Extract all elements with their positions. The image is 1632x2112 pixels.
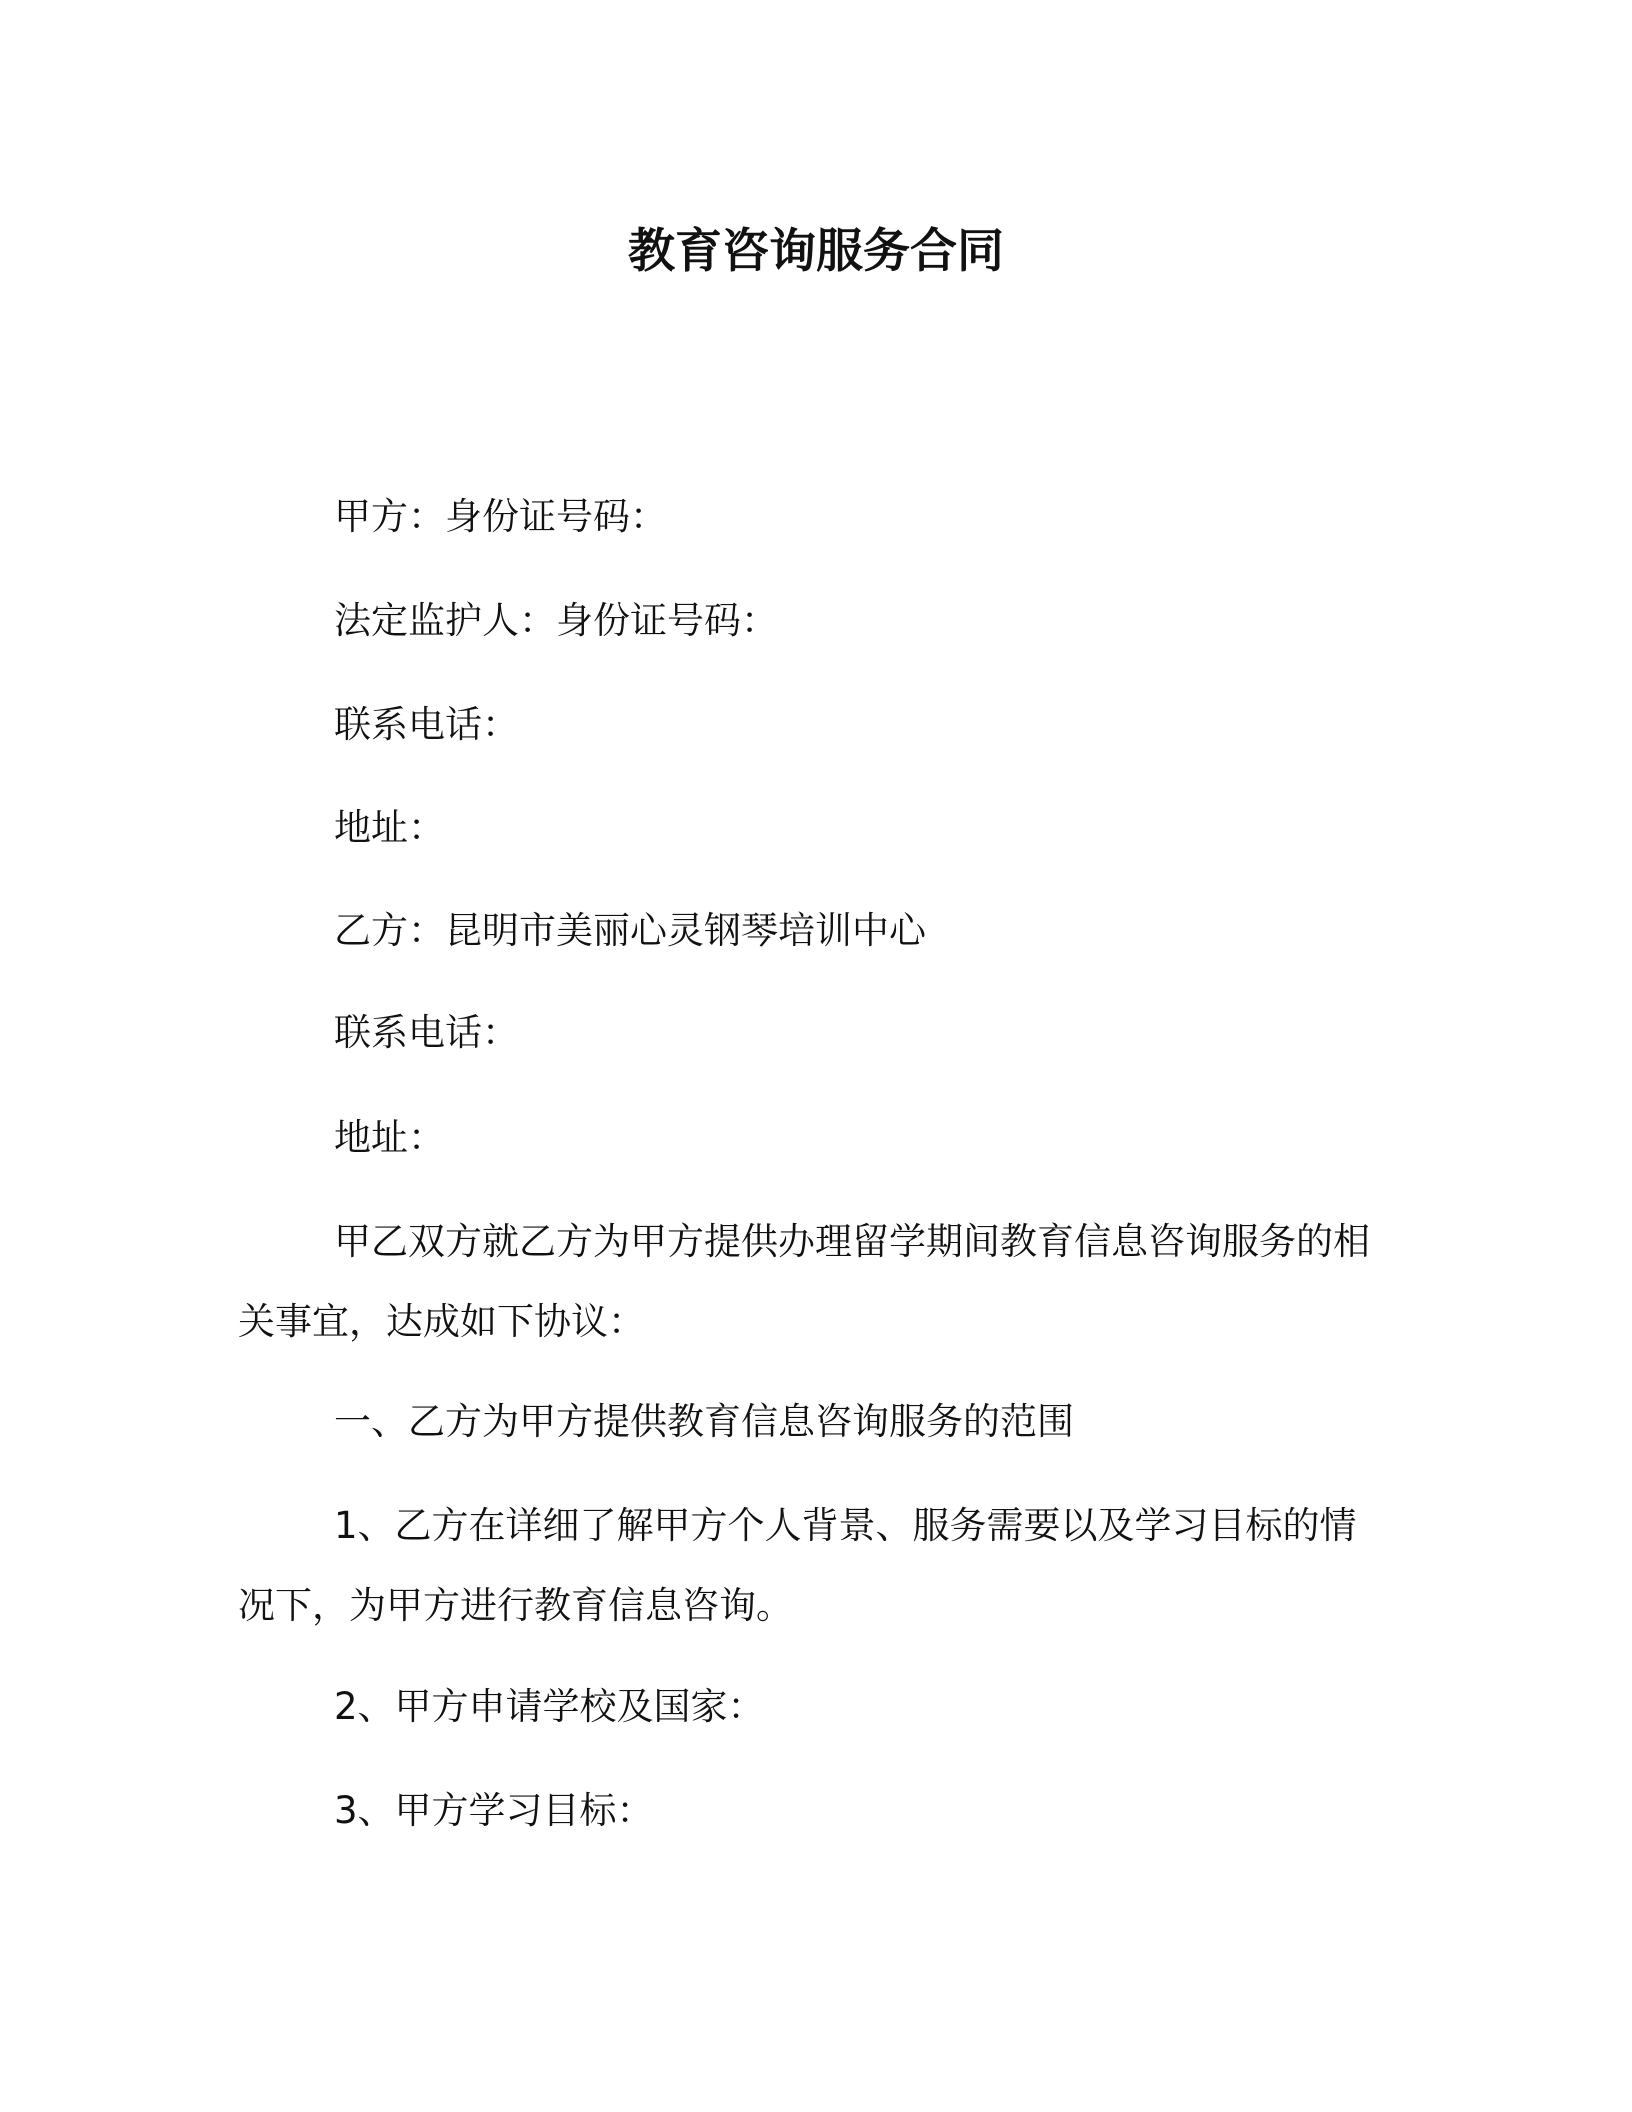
party-b-line: 乙方：昆明市美丽心灵钢琴培训中心 xyxy=(334,909,926,952)
intro-line-2: 关事宜，达成如下协议： xyxy=(238,1300,645,1343)
section-1-heading: 一、乙方为甲方提供教育信息咨询服务的范围 xyxy=(334,1400,1074,1443)
document-title: 教育咨询服务合同 xyxy=(628,224,1004,279)
item-1-line-1: 1、乙方在详细了解甲方个人背景、服务需要以及学习目标的情 xyxy=(334,1504,1357,1547)
party-b-address: 地址： xyxy=(334,1116,445,1159)
party-a-phone: 联系电话： xyxy=(334,703,519,746)
item-2: 2、甲方申请学校及国家： xyxy=(334,1685,765,1728)
item-1-line-2: 况下，为甲方进行教育信息咨询。 xyxy=(238,1584,793,1627)
item-3: 3、甲方学习目标： xyxy=(334,1789,654,1832)
guardian-line: 法定监护人：身份证号码： xyxy=(334,599,778,642)
party-a-address: 地址： xyxy=(334,806,445,849)
intro-line-1: 甲乙双方就乙方为甲方提供办理留学期间教育信息咨询服务的相 xyxy=(334,1220,1370,1263)
party-b-phone: 联系电话： xyxy=(334,1011,519,1054)
party-a-line: 甲方：身份证号码： xyxy=(334,495,667,538)
